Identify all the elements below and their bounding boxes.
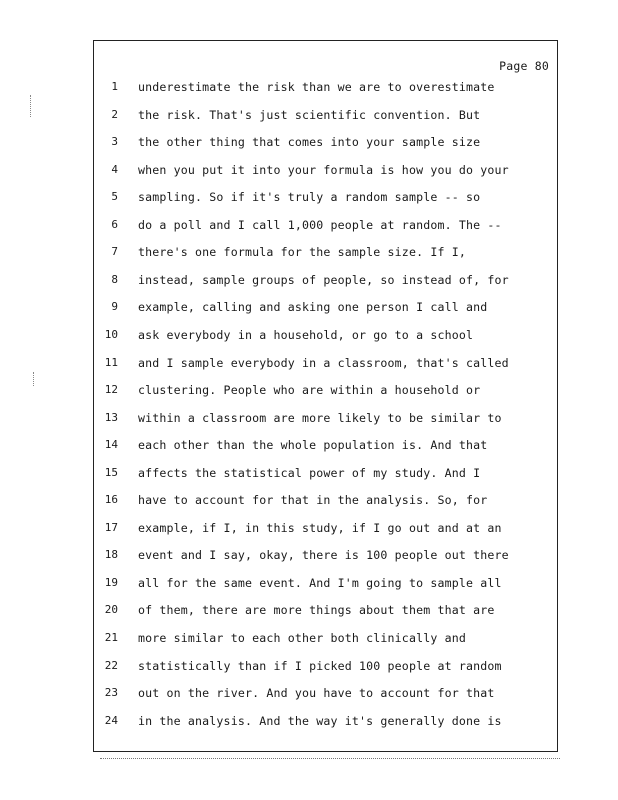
line-text: out on the river. And you have to account for that [138,686,495,701]
line-text: instead, sample groups of people, so instead of, for [138,272,509,287]
line-number: 15 [104,465,118,479]
line-number: 10 [104,327,118,341]
line-text: within a classroom are more likely to be similar to [138,410,502,425]
line-number: 3 [111,135,118,149]
transcript-line [94,573,557,593]
line-text: ask everybody in a household, or go to a school [138,327,474,342]
line-number: 17 [104,520,118,534]
line-number: 23 [104,686,118,700]
line-text: each other than the whole population is. And that [138,438,488,453]
transcript-line [94,490,557,510]
line-text: of them, there are more things about them that are [138,603,495,618]
transcript-line [94,600,557,620]
line-number: 20 [104,603,118,617]
line-number: 12 [104,383,118,397]
transcript-line [94,132,557,152]
line-number: 9 [111,300,118,314]
transcript-line [94,297,557,317]
line-text: when you put it into your formula is how you do your [138,162,509,177]
line-text: affects the statistical power of my study. And I [138,465,481,480]
transcript-line [94,353,557,373]
transcript-line [94,325,557,345]
line-number: 13 [104,410,118,424]
line-text: have to account for that in the analysis. So, for [138,493,488,508]
scan-artifact-mark [30,95,31,117]
line-number: 7 [111,245,118,259]
line-number: 16 [104,493,118,507]
transcript-line [94,160,557,180]
transcript-line [94,518,557,538]
line-text: more similar to each other both clinically and [138,631,466,645]
line-number: 14 [104,438,118,452]
transcript-lines [94,41,557,751]
line-number: 24 [104,713,118,727]
transcript-line [94,270,557,290]
line-number: 1 [111,80,118,93]
line-text: the other thing that comes into your sample size [138,135,481,150]
transcript-line [94,105,557,125]
transcript-line [94,435,557,455]
transcript-line [94,187,557,207]
line-text: in the analysis. And the way it's generally done is [138,713,502,728]
line-number: 19 [104,575,118,589]
line-number: 8 [111,272,118,286]
scan-artifact-line [100,758,560,762]
transcript-line [94,463,557,483]
transcript-line [94,77,557,97]
transcript-line [94,711,557,731]
line-text: underestimate the risk than we are to overestimate [138,80,495,94]
line-text: do a poll and I call 1,000 people at random. The -- [138,217,502,232]
line-text: event and I say, okay, there is 100 people out there [138,548,509,563]
line-text: statistically than if I picked 100 people at random [138,658,502,673]
transcript-line [94,545,557,565]
line-text: there's one formula for the sample size. If I, [138,245,466,260]
line-number: 21 [104,631,118,644]
line-number: 18 [104,548,118,562]
transcript-line [94,408,557,428]
line-text: the risk. That's just scientific convention. But [138,107,481,122]
line-text: sampling. So if it's truly a random sample -- so [138,190,481,205]
line-number: 6 [111,217,118,231]
line-number: 11 [104,355,118,369]
page-number: Page 80 [499,59,549,73]
line-number: 22 [104,658,118,672]
line-text: example, calling and asking one person I call and [138,300,488,315]
line-number: 4 [111,162,118,176]
scan-artifact-mark [33,372,34,386]
transcript-line [94,656,557,676]
transcript-line [94,683,557,703]
line-text: and I sample everybody in a classroom, that's called [138,355,509,370]
transcript-page [93,40,558,752]
transcript-line [94,215,557,235]
transcript-line [94,628,557,648]
transcript-line [94,380,557,400]
line-number: 5 [111,190,118,204]
line-text: all for the same event. And I'm going to sample all [138,575,502,590]
line-text: example, if I, in this study, if I go out and at an [138,520,502,535]
line-text: clustering. People who are within a household or [138,383,481,398]
transcript-line [94,242,557,262]
line-number: 2 [111,107,118,121]
